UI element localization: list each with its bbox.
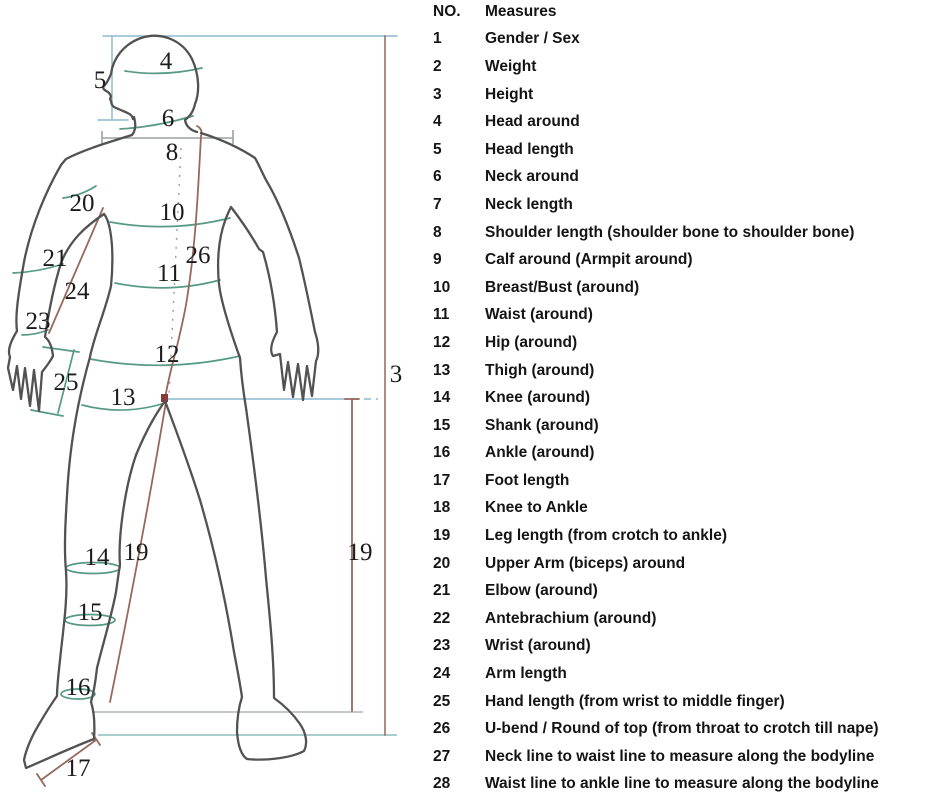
measure-row — [433, 26, 933, 54]
measure-label: Waist (around) — [485, 306, 593, 324]
measure-number: 6 — [433, 168, 442, 186]
measure-number: 27 — [433, 747, 451, 765]
diagram-number-3: 3 — [389, 361, 403, 388]
measure-label: Hand length (from wrist to middle finger) — [485, 692, 785, 710]
measure-label: Arm length — [485, 665, 567, 683]
diagram-number-26: 26 — [185, 242, 211, 269]
measure-row — [433, 440, 933, 468]
measure-number: 3 — [433, 85, 442, 103]
measure-label: Neck line to waist line to measure along the bodyline — [485, 747, 875, 765]
measure-label: Calf around (Armpit around) — [485, 251, 693, 269]
header-measures: Measures — [485, 2, 557, 20]
measure-row — [433, 53, 933, 81]
diagram-number-6: 6 — [161, 105, 175, 132]
measure-row — [433, 467, 933, 495]
diagram-number-19: 19 — [123, 539, 149, 566]
measures-header — [433, 0, 933, 26]
neck-around-line — [120, 116, 193, 129]
diagram-number-12: 12 — [154, 341, 180, 368]
measurement-diagram — [0, 0, 430, 800]
diagram-numbers — [26, 48, 403, 782]
measure-number: 5 — [433, 140, 442, 158]
diagram-number-24: 24 — [64, 278, 90, 305]
measure-label: Knee (around) — [485, 389, 591, 407]
measure-label: Antebrachium (around) — [485, 609, 657, 627]
body-outline-left-arm — [8, 117, 135, 411]
measure-row — [433, 246, 933, 274]
diagram-number-4: 4 — [159, 48, 173, 75]
measure-label: Head around — [485, 113, 580, 131]
measure-number: 20 — [433, 554, 451, 572]
measure-row — [433, 633, 933, 661]
measure-label: U-bend / Round of top (from throat to crotch till nape) — [485, 720, 879, 738]
body-outline-head — [103, 36, 198, 132]
measure-row — [433, 357, 933, 385]
measure-label: Neck length — [485, 195, 573, 213]
measure-number: 9 — [433, 251, 442, 269]
measure-label: Upper Arm (biceps) around — [485, 554, 686, 572]
measure-label: Wrist (around) — [485, 637, 591, 655]
measure-row — [433, 412, 933, 440]
measure-number: 26 — [433, 720, 451, 738]
measure-row — [433, 771, 933, 799]
measure-label: Foot length — [485, 471, 570, 489]
measure-row — [433, 164, 933, 192]
measure-label: Elbow (around) — [485, 582, 598, 600]
body-outline-torso-legs — [24, 133, 318, 768]
header-no: NO. — [433, 2, 461, 20]
diagram-number-10: 10 — [159, 199, 185, 226]
measure-label: Leg length (from crotch to ankle) — [485, 527, 727, 545]
diagram-number-13: 13 — [110, 384, 136, 411]
measure-number: 22 — [433, 609, 451, 627]
measure-label: Waist line to ankle line to measure along the bodyline — [485, 775, 879, 793]
measure-row — [433, 136, 933, 164]
measure-row — [433, 81, 933, 109]
measure-row — [433, 660, 933, 688]
measure-row — [433, 715, 933, 743]
measure-label: Weight — [485, 57, 537, 75]
measure-row — [433, 522, 933, 550]
diagram-number-8: 8 — [165, 139, 179, 166]
measure-number: 13 — [433, 361, 451, 379]
measure-number: 17 — [433, 471, 451, 489]
measure-row — [433, 274, 933, 302]
measure-label: Height — [485, 85, 534, 103]
measure-number: 12 — [433, 333, 451, 351]
measure-label: Head length — [485, 140, 574, 158]
measure-row — [433, 108, 933, 136]
body-figure — [8, 36, 318, 768]
measure-label: Ankle (around) — [485, 444, 595, 462]
measure-label: Shank (around) — [485, 416, 599, 434]
measure-label: Gender / Sex — [485, 30, 580, 48]
measure-row — [433, 495, 933, 523]
measure-number: 4 — [433, 113, 442, 131]
measures-list — [433, 0, 933, 798]
diagram-number-17: 17 — [65, 755, 91, 782]
measure-row — [433, 384, 933, 412]
measure-number: 23 — [433, 637, 451, 655]
diagram-number-5: 5 — [93, 67, 107, 94]
measure-row — [433, 191, 933, 219]
measure-row — [433, 302, 933, 330]
measure-row — [433, 688, 933, 716]
diagram-number-11: 11 — [156, 260, 182, 287]
diagram-number-21: 21 — [42, 245, 68, 272]
measure-label: Neck around — [485, 168, 579, 186]
measure-number: 24 — [433, 665, 451, 683]
measure-number: 28 — [433, 775, 451, 793]
measure-label: Breast/Bust (around) — [485, 278, 640, 296]
measure-label: Thigh (around) — [485, 361, 595, 379]
diagram-number-15: 15 — [77, 599, 103, 626]
measure-row — [433, 219, 933, 247]
diagram-number-23: 23 — [25, 308, 51, 335]
measure-number: 8 — [433, 223, 442, 241]
measure-number: 10 — [433, 278, 451, 296]
measure-number: 1 — [433, 30, 442, 48]
measure-row — [433, 605, 933, 633]
diagram-number-16: 16 — [65, 674, 91, 701]
measure-label: Shoulder length (shoulder bone to shoulder bone) — [485, 223, 855, 241]
measure-number: 19 — [433, 527, 451, 545]
measure-number: 2 — [433, 57, 442, 75]
measure-number: 25 — [433, 692, 451, 710]
diagram-number-25: 25 — [53, 369, 79, 396]
measure-label: Hip (around) — [485, 333, 578, 351]
measure-label: Knee to Ankle — [485, 499, 588, 517]
measure-number: 15 — [433, 416, 451, 434]
measure-number: 21 — [433, 582, 451, 600]
measure-number: 11 — [433, 306, 450, 324]
measure-number: 14 — [433, 389, 451, 407]
measure-number: 16 — [433, 444, 451, 462]
diagram-number-14: 14 — [84, 544, 110, 571]
measure-row — [433, 329, 933, 357]
measure-row — [433, 577, 933, 605]
diagram-number-20: 20 — [69, 190, 95, 217]
measure-number: 18 — [433, 499, 451, 517]
measure-row — [433, 743, 933, 771]
measure-row — [433, 550, 933, 578]
diagram-number-19: 19 — [347, 539, 373, 566]
measure-number: 7 — [433, 195, 442, 213]
